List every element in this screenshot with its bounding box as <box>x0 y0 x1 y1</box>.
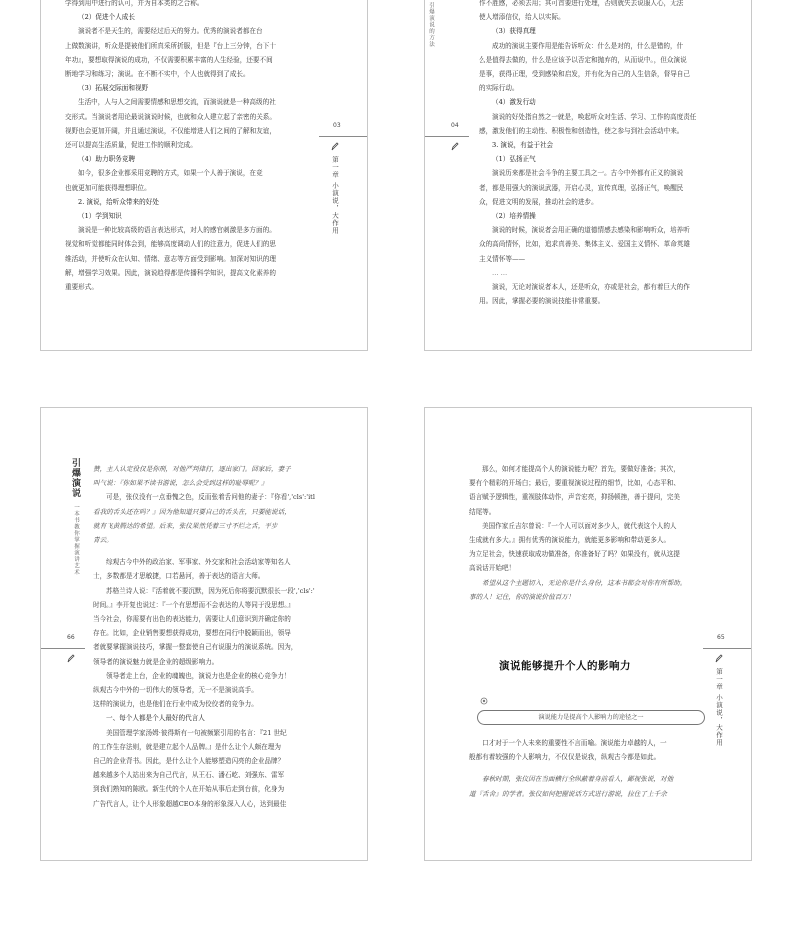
book-brand: 引爆演说 <box>70 458 80 498</box>
book-page-04 <box>424 0 752 351</box>
text-line: 如今，很多企业都采用竞聘的方式，如果一个人善于演说，在竞 <box>78 169 263 178</box>
text-line: 视觉和听觉都能同时体会到，能够高度调动人们的注意力，促进人们的思 <box>65 240 276 249</box>
text-line: （3）拓展交际面和视野 <box>78 84 149 93</box>
page-number: 66 <box>67 634 75 641</box>
text-line: 解，增强学习效果。因此，演说趋得都是传播科学知识，提高文化素养的 <box>65 268 276 277</box>
text-line: 生活中，人与人之间需要情感和思想交流，而演说就是一种高级的社 <box>78 98 276 107</box>
text-line: 交形式。当演说者用论最说演说时候，也就和众人建立起了亲密的关系。 <box>65 112 276 121</box>
book-subtitle: 一本书教你掌握演讲艺术 <box>73 504 79 576</box>
chapter-rule <box>41 648 85 649</box>
text-line: 演说，无论对演说者本人，还是听众，亦或是社会，都有着巨大的作 <box>492 283 690 292</box>
page-66-body <box>93 462 355 811</box>
text-line: （4）激发行动 <box>492 98 536 107</box>
text-line: 上做数演讲，听众是提被他们所真采所折服，但是『台上三分钟，台下十 <box>65 41 276 50</box>
text-line: 年功』，要想取得演说的成功，不仅需要积累丰富的人生经验，还要不间 <box>65 55 273 64</box>
text-line: 那么，如何才能提高个人的演说能力呢？首先，要做好准备；其次， <box>482 465 680 473</box>
pen-icon <box>331 142 339 151</box>
text-line: 重要形式。 <box>65 283 98 292</box>
text-line: 众，促进文明的发展，推动社会的进步。 <box>479 197 598 206</box>
text-line: 也就更加可能获得理想职位。 <box>65 183 151 192</box>
text-line: 越来越多个人站出来为自己代言，从王石、潘石屹、刘强东、雷军 <box>93 771 285 780</box>
text-line: （4）助力职务竞聘 <box>78 155 135 164</box>
text-line: 断地学习和练习；演说。在不断不实中，个人也就得到了成长。 <box>65 70 250 79</box>
chapter-rule <box>703 648 751 649</box>
text-line: 时间。』李开复也说过：『一个有思想而不会表达的人等同于没思想。』 <box>93 600 295 609</box>
text-line: 般都有着较强的个人影响力，不仅仅是说我，纵观古今都是如此。 <box>469 753 661 762</box>
text-line: 语言赋予逻辑性，重视肢体动作，声音宏亮，抑扬顿挫，善于提问，完美 <box>469 493 680 502</box>
text-line: 演说的时候，演说者会用正确的道德情感去感染和影响听众，培养听 <box>492 226 690 235</box>
text-line: 为立足社会，快速获取成功做准备，你准备好了吗？如果没有，就从这提 <box>469 550 680 559</box>
text-line: 苏格兰诗人说：『活着就不要沉默，因为死后你将要沉默很长一段','cls':' <box>106 586 315 595</box>
text-line: 生成就有多大。』拥有优秀的演说能力，就能更多影响和带动更多人。 <box>469 536 671 545</box>
text-line: 美国管理学家汤姆·彼得斯有一句被频繁引用的名言：『21 世纪 <box>106 728 287 737</box>
text-line: 视野也会更加开阔，并且通过演说，不仅能增进人们之间的了解和友谊， <box>65 126 276 135</box>
text-line: 可是，张仪没有一点垂愧之色，反而张着舌问他的妻子：『你看','cls':'itl <box>106 493 315 502</box>
text-line: 众的高尚情怀，比如，追求真善美、集体主义、爱国主义情怀、革命英雄 <box>479 240 690 249</box>
book-page-66 <box>40 407 368 861</box>
text-line: 还可以提高生活质量，促进工作的顺利完成。 <box>65 141 197 150</box>
page-number: 03 <box>333 122 341 129</box>
text-line: 学得到用中进行的认可，并为自本类的之合称。 <box>65 0 204 7</box>
text-line: 么是值得去做的，什么是应该予以否定和抛弃的，从而说中。，但众演说 <box>479 55 687 64</box>
text-line: 感，激发他们的主动性、积极性和创造性，使之参与到社会活动中来。 <box>479 126 684 135</box>
text-line: 成功的演说主要作用是能告诉听众：什么是对的，什么是错的，什 <box>492 41 684 50</box>
text-line: （1）学到知识 <box>78 212 122 221</box>
text-line: 者就要掌握演说技巧，掌握一整套使自己有说服力的演说系统。因为， <box>93 643 298 652</box>
pen-icon <box>67 654 75 663</box>
text-line: 用。因此，掌握必要的演说技能非常重要。 <box>479 297 605 306</box>
page-number: 04 <box>451 122 459 129</box>
text-line: 演说的好处指自然之一就是，唤起听众对生活、学习、工作的高度责任 <box>492 112 697 121</box>
text-line: 存在。比如，企业销售要想获得成功，要想在同行中脱颖而出，领导 <box>93 629 291 638</box>
text-line: 当今社会，你需要有出色的表达能力，需要让人们意识到并确定你的 <box>93 615 291 624</box>
page-number: 65 <box>717 634 725 641</box>
text-line: 士，多数都是才思敏捷，口若悬河，善于表达的语言大师。 <box>93 572 265 581</box>
text-line: 到我们熟知的陈欧。新生代的个人在开始从事后走到台前，化身为 <box>93 785 285 794</box>
text-line: 一、每个人都是个人最好的代言人 <box>106 714 205 723</box>
text-line: 纵观古今中外的一切伟大的领导者，无一不是演说高手。 <box>93 686 258 695</box>
text-line: …… <box>492 268 510 277</box>
text-line: 结尾等。 <box>469 507 496 516</box>
text-line: 就有飞黄腾达的希望。后来，张仪果然凭着三寸不烂之舌，平步 <box>93 521 278 530</box>
text-line: （1）弘扬正气 <box>492 155 536 164</box>
text-line: 作不胜感，必须去用；其可首要进行处理，否则就失去说服人心，无法 <box>479 0 684 7</box>
page-03-body <box>65 0 345 294</box>
pen-icon <box>451 142 459 151</box>
page-04-body <box>479 0 737 308</box>
page-65-body-bottom <box>469 736 731 801</box>
text-line: 者，都是用强大的演说武器，开启心灵，宣传真理，弘扬正气，唤醒民 <box>479 183 684 192</box>
book-page-03 <box>40 0 368 351</box>
text-line: 事的人！记住，你的演说价值百万！ <box>469 592 575 601</box>
text-line: 口才对于一个人未来的重要性不言而喻。演说能力卓越的人，一 <box>482 739 667 747</box>
text-line: 春秋时期，张仪因在当面横行全纵蔽着身前看人，鄙视张说，对他 <box>482 775 674 784</box>
text-line: 叫气说：『你如果不读书游说，怎么会受到这样的耻辱呢？』 <box>93 479 268 488</box>
text-line: 的实际行动。 <box>479 84 519 93</box>
text-line: 这样的演说力，也是他们在行业中成为佼佼者的竞争力。 <box>93 700 258 709</box>
chapter-vertical-label: 第一章 小演说，大作用 <box>331 156 339 235</box>
text-line: 高说话开始吧！ <box>469 564 516 573</box>
pen-icon <box>715 654 723 663</box>
text-line: 要有个精彩的开场白；最后，要重视演说过程的细节，比如，心态平和、 <box>469 479 680 488</box>
text-line: 领导者走上台，企业的魂魄也，演说力也是企业的核心竞争力！ <box>106 671 291 680</box>
section-banner: 演说能力是提高个人影响力的途径之一 <box>477 710 705 725</box>
text-line: 是事，获得正理，受到感染和启发，并有化为自己的人生信条，督导自己 <box>479 70 690 79</box>
text-line: （2）培养情操 <box>492 212 536 221</box>
text-line: （2）促进个人成长 <box>78 13 135 22</box>
section-title: 演说能够提升个人的影响力 <box>499 660 631 672</box>
text-line: 主义情怀等—— <box>479 254 526 263</box>
text-line: 美国作家丘吉尔曾说：『一个人可以面对多少人，就代表这个人的人 <box>482 521 677 530</box>
running-head-vertical: 引爆演说的方法 <box>428 2 434 48</box>
text-line: 领导者的演说魅力就是企业的超级影响力。 <box>93 657 219 666</box>
text-line: 演说是一种比较高级的语言表达形式，对人的感官刺激是多方面的。 <box>78 226 276 235</box>
text-line: （3）获得真理 <box>492 27 536 36</box>
text-line: 希望从这个主题切入，无论你是什么身份，这本书都会对你有所帮助。 <box>482 578 687 587</box>
text-line: 广告代言人，让个人形象超越CEO本身的形象深入人心，达到最佳 <box>93 799 287 808</box>
text-line: 使人增添信仪，给人以实际。 <box>479 13 565 22</box>
text-line: 青云。 <box>93 536 113 545</box>
text-line: 2. 演说，给听众带来的好处 <box>78 197 159 206</box>
text-line: 综观古今中外的政治家、军事家、外交家和社会活动家等知名人 <box>106 558 291 567</box>
text-line: 自己的企业背书。因此，是什么让个人能够塑造闪亮的企业品牌？ <box>93 757 285 766</box>
chapter-rule <box>319 136 367 137</box>
chapter-rule <box>425 136 469 137</box>
text-line: 3. 演说，有益于社会 <box>492 141 554 150</box>
page-65-body-top <box>469 462 731 604</box>
text-line: 演说历来都是社会斗争的主要工具之一。古今中外都有正义的演说 <box>492 169 684 178</box>
text-line: 道『舌舍』的学者。张仪如何把握说话方式进行游说，拉住了上千余 <box>469 789 667 798</box>
text-line: 维活动，并使听众在认知、情绪、意志等方面受到影响。加深对知识的理 <box>65 254 276 263</box>
ornament-icon <box>479 696 489 706</box>
text-line: 的工作生存法则，就是建立起个人品牌。』是什么让个人颇在理为 <box>93 742 281 751</box>
text-line: 演说者不是天生的，需要经过后天的努力。优秀的演说者都在台 <box>78 27 263 36</box>
text-line: 赞，主人认定役仅是你刑，对他严判律打，逐出家门。回家后，妻子 <box>93 465 291 473</box>
book-page-65 <box>424 407 752 861</box>
chapter-vertical-label: 第一章 小演说，大作用 <box>715 668 723 747</box>
text-line: 看我的舌头还在吗？』因为他知道只要自己的舌头在，只要能说话， <box>93 507 291 516</box>
